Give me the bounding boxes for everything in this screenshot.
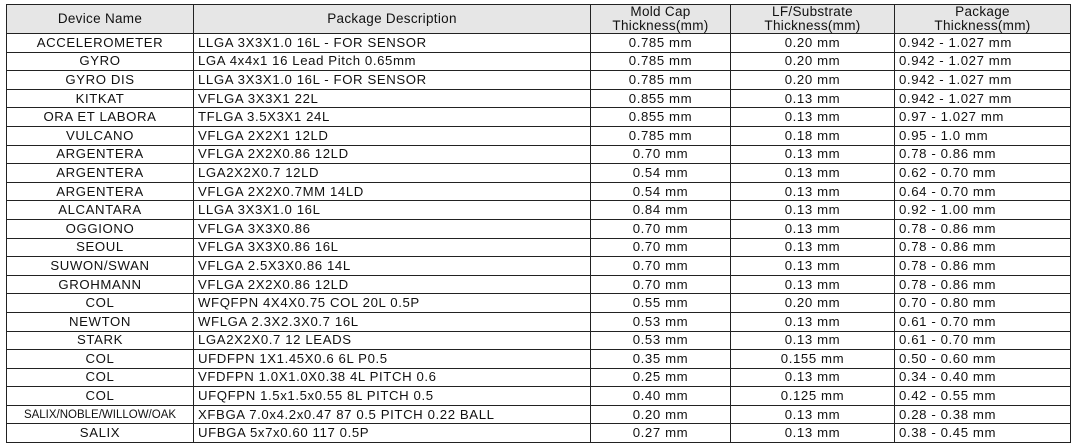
package-thickness-cell: 0.78 - 0.86 mm	[895, 275, 1071, 294]
device-name-cell: GYRO DIS	[7, 71, 194, 90]
device-name-cell: SALIX/NOBLE/WILLOW/OAK	[7, 405, 194, 424]
package-description-cell: LLGA 3X3X1.0 16L	[194, 201, 591, 220]
table-row	[7, 424, 1071, 443]
package-thickness-cell: 0.62 - 0.70 mm	[895, 164, 1071, 183]
mold-cap-cell: 0.20 mm	[591, 405, 731, 424]
package-description-cell: UFDFPN 1X1.45X0.6 6L P0.5	[194, 350, 591, 369]
package-thickness-cell: 0.50 - 0.60 mm	[895, 350, 1071, 369]
mold-cap-cell: 0.54 mm	[591, 182, 731, 201]
device-name-cell: OGGIONO	[7, 219, 194, 238]
header-package-thickness-line2: Thickness(mm)	[934, 18, 1031, 33]
lf-substrate-cell: 0.18 mm	[731, 126, 895, 145]
package-description-cell: LLGA 3X3X1.0 16L - FOR SENSOR	[194, 34, 591, 53]
package-thickness-cell: 0.64 - 0.70 mm	[895, 182, 1071, 201]
device-name-cell: ACCELEROMETER	[7, 34, 194, 53]
package-thickness-cell: 0.95 - 1.0 mm	[895, 126, 1071, 145]
lf-substrate-cell: 0.13 mm	[731, 145, 895, 164]
device-name-cell: STARK	[7, 331, 194, 350]
lf-substrate-cell: 0.13 mm	[731, 238, 895, 257]
header-lf-substrate-line1: LF/Substrate	[772, 4, 853, 19]
device-name-cell: GYRO	[7, 52, 194, 71]
mold-cap-cell: 0.70 mm	[591, 275, 731, 294]
mold-cap-cell: 0.785 mm	[591, 126, 731, 145]
mold-cap-cell: 0.70 mm	[591, 238, 731, 257]
package-description-cell: VFLGA 2X2X0.7MM 14LD	[194, 182, 591, 201]
package-thickness-table	[6, 4, 1071, 443]
mold-cap-cell: 0.27 mm	[591, 424, 731, 443]
package-thickness-cell: 0.942 - 1.027 mm	[895, 89, 1071, 108]
table-row	[7, 71, 1071, 90]
mold-cap-cell: 0.70 mm	[591, 219, 731, 238]
header-package-description: Package Description	[194, 5, 591, 34]
package-thickness-cell: 0.28 - 0.38 mm	[895, 405, 1071, 424]
mold-cap-cell: 0.70 mm	[591, 257, 731, 276]
package-thickness-cell: 0.78 - 0.86 mm	[895, 257, 1071, 276]
package-description-cell: UFQFPN 1.5x1.5x0.55 8L PITCH 0.5	[194, 387, 591, 406]
package-thickness-cell: 0.97 - 1.027 mm	[895, 108, 1071, 127]
device-name-cell: ARGENTERA	[7, 164, 194, 183]
package-thickness-cell: 0.942 - 1.027 mm	[895, 34, 1071, 53]
table-row	[7, 182, 1071, 201]
package-description-cell: VFLGA 2.5X3X0.86 14L	[194, 257, 591, 276]
table-row	[7, 89, 1071, 108]
table-row	[7, 219, 1071, 238]
lf-substrate-cell: 0.13 mm	[731, 182, 895, 201]
table-row	[7, 294, 1071, 313]
lf-substrate-cell: 0.20 mm	[731, 52, 895, 71]
table-row	[7, 350, 1071, 369]
table-row	[7, 275, 1071, 294]
package-description-cell: VFLGA 2X2X0.86 12LD	[194, 145, 591, 164]
lf-substrate-cell: 0.13 mm	[731, 405, 895, 424]
table-row	[7, 52, 1071, 71]
package-description-cell: LGA 4x4x1 16 Lead Pitch 0.65mm	[194, 52, 591, 71]
table-row	[7, 145, 1071, 164]
header-mold-cap-line2: Thickness(mm)	[612, 18, 709, 33]
device-name-cell: ARGENTERA	[7, 145, 194, 164]
package-description-cell: LGA2X2X0.7 12 LEADS	[194, 331, 591, 350]
lf-substrate-cell: 0.13 mm	[731, 89, 895, 108]
mold-cap-cell: 0.785 mm	[591, 71, 731, 90]
package-description-cell: VFDFPN 1.0X1.0X0.38 4L PITCH 0.6	[194, 368, 591, 387]
table-row	[7, 331, 1071, 350]
header-device-name: Device Name	[7, 5, 194, 34]
package-thickness-cell: 0.942 - 1.027 mm	[895, 71, 1071, 90]
package-thickness-cell: 0.34 - 0.40 mm	[895, 368, 1071, 387]
lf-substrate-cell: 0.13 mm	[731, 219, 895, 238]
package-description-cell: VFLGA 3X3X0.86	[194, 219, 591, 238]
package-thickness-cell: 0.38 - 0.45 mm	[895, 424, 1071, 443]
device-name-cell: SUWON/SWAN	[7, 257, 194, 276]
lf-substrate-cell: 0.13 mm	[731, 108, 895, 127]
mold-cap-cell: 0.785 mm	[591, 52, 731, 71]
device-name-cell: GROHMANN	[7, 275, 194, 294]
device-name-cell: ARGENTERA	[7, 182, 194, 201]
device-name-cell: NEWTON	[7, 312, 194, 331]
package-description-cell: LGA2X2X0.7 12LD	[194, 164, 591, 183]
mold-cap-cell: 0.55 mm	[591, 294, 731, 313]
package-thickness-cell: 0.92 - 1.00 mm	[895, 201, 1071, 220]
mold-cap-cell: 0.855 mm	[591, 108, 731, 127]
lf-substrate-cell: 0.13 mm	[731, 164, 895, 183]
table-row	[7, 34, 1071, 53]
device-name-cell: COL	[7, 387, 194, 406]
device-name-cell: SALIX	[7, 424, 194, 443]
package-description-cell: VFLGA 3X3X1 22L	[194, 89, 591, 108]
mold-cap-cell: 0.40 mm	[591, 387, 731, 406]
lf-substrate-cell: 0.20 mm	[731, 71, 895, 90]
table-row	[7, 257, 1071, 276]
package-description-cell: VFLGA 2X2X0.86 12LD	[194, 275, 591, 294]
lf-substrate-cell: 0.13 mm	[731, 368, 895, 387]
package-description-cell: WFLGA 2.3X2.3X0.7 16L	[194, 312, 591, 331]
table-row	[7, 312, 1071, 331]
mold-cap-cell: 0.53 mm	[591, 331, 731, 350]
mold-cap-cell: 0.35 mm	[591, 350, 731, 369]
lf-substrate-cell: 0.13 mm	[731, 312, 895, 331]
header-package-thickness	[895, 5, 1071, 34]
package-description-cell: TFLGA 3.5X3X1 24L	[194, 108, 591, 127]
lf-substrate-cell: 0.13 mm	[731, 201, 895, 220]
device-name-cell: COL	[7, 350, 194, 369]
header-row	[7, 5, 1071, 34]
package-description-cell: VFLGA 2X2X1 12LD	[194, 126, 591, 145]
package-thickness-cell: 0.61 - 0.70 mm	[895, 331, 1071, 350]
mold-cap-cell: 0.54 mm	[591, 164, 731, 183]
package-thickness-cell: 0.61 - 0.70 mm	[895, 312, 1071, 331]
lf-substrate-cell: 0.13 mm	[731, 331, 895, 350]
table-row	[7, 126, 1071, 145]
device-name-cell: KITKAT	[7, 89, 194, 108]
mold-cap-cell: 0.855 mm	[591, 89, 731, 108]
header-mold-cap-thickness	[591, 5, 731, 34]
header-mold-cap-line1: Mold Cap	[630, 4, 691, 19]
package-description-cell: VFLGA 3X3X0.86 16L	[194, 238, 591, 257]
package-description-cell: LLGA 3X3X1.0 16L - FOR SENSOR	[194, 71, 591, 90]
lf-substrate-cell: 0.125 mm	[731, 387, 895, 406]
lf-substrate-cell: 0.20 mm	[731, 294, 895, 313]
mold-cap-cell: 0.84 mm	[591, 201, 731, 220]
table-row	[7, 108, 1071, 127]
package-thickness-cell: 0.70 - 0.80 mm	[895, 294, 1071, 313]
package-thickness-cell: 0.78 - 0.86 mm	[895, 238, 1071, 257]
table-row	[7, 238, 1071, 257]
package-thickness-sheet	[6, 4, 1070, 443]
device-name-cell: VULCANO	[7, 126, 194, 145]
table-row	[7, 201, 1071, 220]
table-row	[7, 368, 1071, 387]
mold-cap-cell: 0.785 mm	[591, 34, 731, 53]
header-lf-substrate-line2: Thickness(mm)	[764, 18, 861, 33]
mold-cap-cell: 0.25 mm	[591, 368, 731, 387]
header-lf-substrate-thickness	[731, 5, 895, 34]
package-description-cell: XFBGA 7.0x4.2x0.47 87 0.5 PITCH 0.22 BALL	[194, 405, 591, 424]
table-row	[7, 387, 1071, 406]
lf-substrate-cell: 0.13 mm	[731, 275, 895, 294]
package-description-cell: UFBGA 5x7x0.60 117 0.5P	[194, 424, 591, 443]
package-thickness-cell: 0.42 - 0.55 mm	[895, 387, 1071, 406]
lf-substrate-cell: 0.13 mm	[731, 257, 895, 276]
package-thickness-cell: 0.78 - 0.86 mm	[895, 145, 1071, 164]
lf-substrate-cell: 0.20 mm	[731, 34, 895, 53]
mold-cap-cell: 0.70 mm	[591, 145, 731, 164]
header-package-thickness-line1: Package	[955, 4, 1010, 19]
package-description-cell: WFQFPN 4X4X0.75 COL 20L 0.5P	[194, 294, 591, 313]
device-name-cell: ORA ET LABORA	[7, 108, 194, 127]
device-name-cell: SEOUL	[7, 238, 194, 257]
table-row	[7, 164, 1071, 183]
lf-substrate-cell: 0.13 mm	[731, 424, 895, 443]
device-name-cell: COL	[7, 368, 194, 387]
lf-substrate-cell: 0.155 mm	[731, 350, 895, 369]
device-name-cell: COL	[7, 294, 194, 313]
package-thickness-cell: 0.78 - 0.86 mm	[895, 219, 1071, 238]
mold-cap-cell: 0.53 mm	[591, 312, 731, 331]
device-name-cell: ALCANTARA	[7, 201, 194, 220]
package-thickness-cell: 0.942 - 1.027 mm	[895, 52, 1071, 71]
table-row	[7, 405, 1071, 424]
